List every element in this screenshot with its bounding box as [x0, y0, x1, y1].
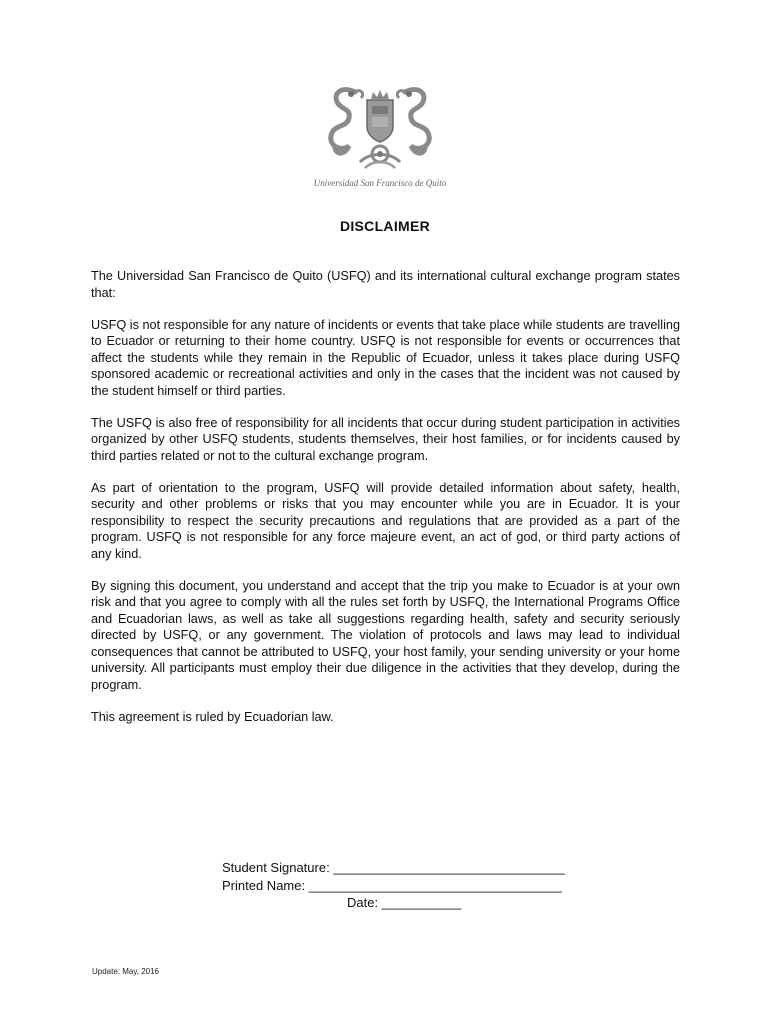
- student-signature-field[interactable]: Student Signature: ________________________________: [222, 860, 565, 875]
- university-logo: [300, 82, 460, 194]
- document-body: [91, 268, 680, 741]
- dragon-crest-icon: [315, 82, 445, 176]
- paragraph-law: This agreement is ruled by Ecuadorian law.: [91, 709, 334, 724]
- printed-name-field[interactable]: Printed Name: ___________________________________: [222, 877, 562, 893]
- paragraph-orientation: As part of orientation to the program, USFQ will provide detailed information about safety, health, security and other problems or risks that you may encounter while you are in Ecuador. It is your responsibility to respect the security precautions and regulations that are provided as a part of the program. USFQ is not responsible for any force majeure event, an act of god, or third party actions of any kind.: [91, 480, 680, 561]
- paragraph-intro: The Universidad San Francisco de Quito (USFQ) and its international cultural exchange program states that:: [91, 269, 680, 300]
- paragraph-signing: By signing this document, you understand and accept that the trip you make to Ecuador is at your own risk and that you agree to comply with all the rules set forth by USFQ, the International Programs Office and Ecuadorian laws, as well as take all suggestions regarding health, safety and security seriously directed by USFQ, or any government. The violation of protocols and laws may lead to individual consequences that cannot be attributed to USFQ, your host family, your sending university or your home university. All participants must employ their due diligence in the activities that they develop, during the program.: [91, 578, 680, 692]
- update-note: Update: May, 2016: [92, 967, 160, 976]
- signature-block: [222, 859, 622, 912]
- logo-caption: Universidad San Francisco de Quito: [313, 178, 447, 188]
- date-field[interactable]: Date: ___________: [347, 895, 462, 910]
- document-title: DISCLAIMER: [339, 218, 431, 234]
- paragraph-responsibility: USFQ is not responsible for any nature of incidents or events that take place while students are travelling to Ecuador or returning to their home country. USFQ is not responsible for events or occurrences that affect the students while they remain in the Republic of Ecuador, unless it takes place during USFQ sponsored academic or recreational activities and only in the cases that the incident was not caused by the student himself or third parties.: [91, 317, 680, 398]
- paragraph-free-of-responsibility: The USFQ is also free of responsibility for all incidents that occur during student participation in activities organized by other USFQ students, students themselves, their host families, or for incidents caused by third parties related or not to the cultural exchange program.: [91, 415, 680, 463]
